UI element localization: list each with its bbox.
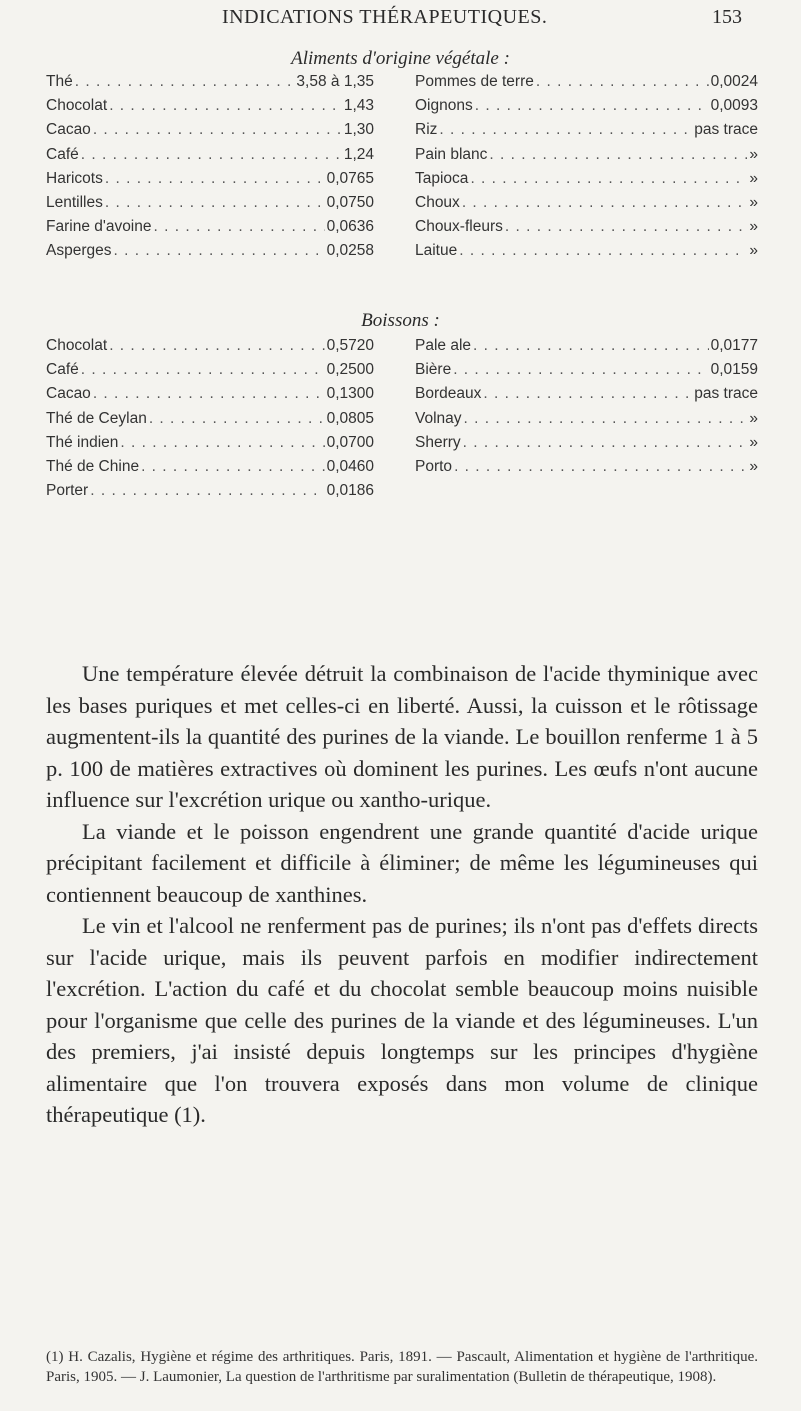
purine-value: 0,0024	[710, 73, 758, 90]
left-entry	[46, 242, 374, 260]
right-entry	[415, 121, 758, 139]
food-name: Asperges	[46, 242, 112, 260]
boissons-table	[46, 337, 758, 506]
drink-name: Bière	[415, 361, 452, 379]
purine-value: 0,0460	[326, 457, 374, 475]
paragraph: Le vin et l'alcool ne renferment pas de purines; ils n'ont pas d'effets directs sur l'acide urique, mais ils peuvent parfois en modifier indirectement l'excrétion. L'action du café et du chocolat semble beaucoup moins nuisible pour l'organisme que celle des purines de la viande et des légumineuses. L'un des premiers, j'ai insisté depuis longtemps sur les principes d'hygiène alimentaire que l'on trouvera exposés dans mon volume de clinique thérapeutique (1).	[46, 913, 758, 1127]
food-name: Riz	[415, 121, 438, 139]
table-row	[46, 218, 758, 242]
table-row	[46, 97, 758, 121]
body-text	[46, 658, 758, 1131]
food-name: Chocolat	[46, 97, 108, 115]
purine-value: 0,0159	[710, 361, 758, 379]
food-name: Choux-fleurs	[415, 218, 503, 236]
left-entry	[46, 410, 374, 428]
right-entry	[415, 97, 758, 115]
purine-value: 0,0750	[326, 193, 374, 211]
table-row	[46, 121, 758, 145]
drink-name: Thé de Chine	[46, 457, 140, 475]
footnote: (1) H. Cazalis, Hygiène et régime des arthritiques. Paris, 1891. — Pascault, Alimentation et hygiène de l'arthritique. Paris, 1905. — J. Laumonier, La question de l'arthritisme par suralimentation (Bulletin de thérapeutique, 1908).	[46, 1349, 758, 1385]
food-name: Choux	[415, 193, 460, 211]
right-entry	[415, 385, 758, 403]
left-entry	[46, 434, 374, 452]
purine-value: 1,24	[343, 145, 374, 163]
purine-value: 0,0186	[326, 482, 374, 500]
page-number: 153	[712, 6, 742, 28]
food-name: Café	[46, 145, 79, 163]
table-row	[46, 361, 758, 385]
purine-value: »	[749, 242, 758, 260]
purine-value: 0,5720	[326, 337, 374, 354]
right-entry	[415, 194, 758, 212]
purine-value: 0,0700	[326, 433, 374, 451]
table-row	[46, 385, 758, 409]
purine-value: pas trace	[694, 121, 758, 139]
right-entry	[415, 242, 758, 260]
vegetal-table	[46, 73, 758, 267]
left-entry	[46, 361, 374, 379]
purine-value: 1,30	[343, 121, 374, 139]
purine-value: 0,0636	[326, 218, 374, 236]
running-title: INDICATIONS THÉRAPEUTIQUES.	[222, 6, 548, 28]
left-entry	[46, 170, 374, 188]
food-name: Laitue	[415, 242, 458, 260]
purine-value: »	[749, 433, 758, 451]
table-row	[46, 194, 758, 218]
drink-name: Café	[46, 361, 79, 379]
drink-name: Sherry	[415, 433, 461, 451]
purine-value: 0,0093	[710, 97, 758, 115]
purine-value: 0,0177	[710, 337, 758, 354]
right-entry	[415, 73, 758, 91]
table-row	[46, 170, 758, 194]
purine-value: 3,58 à 1,35	[296, 73, 374, 90]
food-name: Haricots	[46, 169, 103, 187]
drink-name: Porto	[415, 457, 453, 475]
food-name: Lentilles	[46, 193, 103, 211]
table-row	[46, 242, 758, 266]
table-row	[46, 410, 758, 434]
drink-name: Volnay	[415, 409, 462, 427]
left-entry	[46, 458, 374, 476]
table-row	[46, 337, 758, 361]
table-row	[46, 73, 758, 97]
vegetal-section-title: Aliments d'origine végétale :	[291, 48, 510, 69]
drink-name: Pale ale	[415, 337, 472, 354]
purine-value: »	[749, 457, 758, 475]
purine-value: 0,0805	[326, 409, 374, 427]
drink-name: Bordeaux	[415, 385, 482, 403]
table-row	[46, 146, 758, 170]
food-name: Thé	[46, 73, 73, 90]
right-entry	[415, 218, 758, 236]
food-name: Pain blanc	[415, 145, 488, 163]
purine-value: 0,0258	[326, 242, 374, 260]
food-name: Farine d'avoine	[46, 218, 152, 236]
right-entry	[415, 146, 758, 164]
purine-value: 0,2500	[326, 361, 374, 379]
food-name: Oignons	[415, 97, 473, 115]
left-entry	[46, 337, 374, 355]
table-row	[46, 434, 758, 458]
table-row	[46, 458, 758, 482]
purine-value: pas trace	[694, 385, 758, 403]
left-entry	[46, 482, 374, 500]
food-name: Cacao	[46, 121, 91, 139]
table-row	[46, 482, 758, 506]
drink-name: Porter	[46, 482, 89, 500]
purine-value: »	[749, 218, 758, 236]
food-name: Pommes de terre	[415, 73, 534, 90]
paragraph: Une température élevée détruit la combinaison de l'acide thyminique avec les bases puriques et met celles-ci en liberté. Aussi, la cuisson et le rôtissage augmentent-ils la quantité des purines de la viande. Le bouillon renferme 1 à 5 p. 100 de matières extractives où dominent les purines. Les œufs n'ont aucune influence sur l'excrétion urique ou xantho-urique.	[46, 661, 758, 812]
left-entry	[46, 97, 374, 115]
purine-value: 1,43	[343, 97, 374, 115]
left-entry	[46, 121, 374, 139]
left-entry	[46, 218, 374, 236]
right-entry	[415, 434, 758, 452]
drink-name: Cacao	[46, 385, 91, 403]
right-entry	[415, 337, 758, 355]
food-name: Tapioca	[415, 169, 469, 187]
right-entry	[415, 458, 758, 476]
left-entry	[46, 194, 374, 212]
purine-value: »	[749, 193, 758, 211]
boissons-section-title: Boissons :	[361, 310, 440, 331]
left-entry	[46, 385, 374, 403]
left-entry	[46, 73, 374, 91]
purine-value: »	[749, 145, 758, 163]
page-header	[0, 4, 801, 34]
drink-name: Chocolat	[46, 337, 108, 354]
purine-value: »	[749, 169, 758, 187]
right-entry	[415, 410, 758, 428]
right-entry	[415, 170, 758, 188]
purine-value: 0,1300	[326, 385, 374, 403]
left-entry	[46, 146, 374, 164]
purine-value: »	[749, 409, 758, 427]
drink-name: Thé de Ceylan	[46, 409, 147, 427]
drink-name: Thé indien	[46, 433, 119, 451]
right-entry	[415, 361, 758, 379]
purine-value: 0,0765	[326, 169, 374, 187]
paragraph: La viande et le poisson engendrent une grande quantité d'acide urique précipitant facilement et difficile à éliminer; de même les légumineuses qui contiennent beaucoup de xanthines.	[46, 818, 758, 907]
